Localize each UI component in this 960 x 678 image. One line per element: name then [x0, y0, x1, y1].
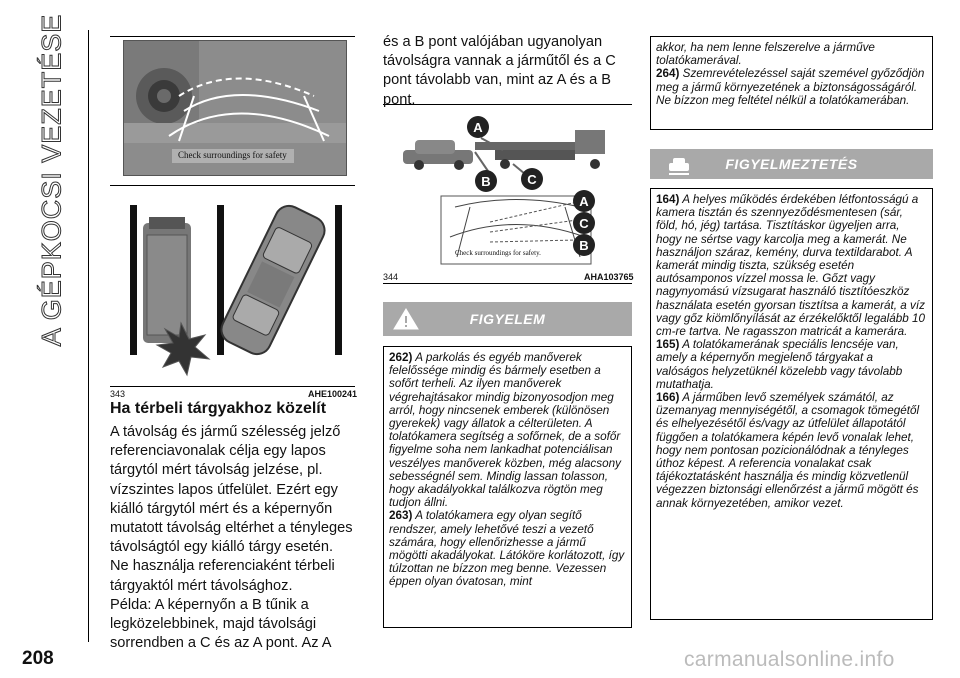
caution-banner — [650, 149, 933, 179]
warning-title: FIGYELEM — [469, 311, 546, 327]
caution-item-number: 166) — [656, 391, 680, 405]
warning-banner — [383, 302, 632, 336]
paragraph-3: Példa: A képernyőn a B tűnik a legközelebbinek, majd távolsági sorrendben a C és az A pont. Az A — [110, 596, 332, 652]
marker-c-top: C — [521, 168, 543, 190]
camera-view-image — [123, 40, 347, 176]
caution-item-text: A helyes működés érdekében létfontosságú a kamera tisztán és szennyeződésmentesen (sár, föld, hó, jég) tartása. Tisztításkor ügyeljen arra, hogy ne sértse vagy karcolja meg a kamerát. Ne használjon száraz, kemény, durva textildarabot. A kamerát mindig tiszta, szükség esetén autósamponos vízzel mossa le. Gőzt vagy nagynyomású vízsugarat használó tisztítóeszköz használata esetén gyorsan tisztítsa a kamerát, a víz vagy gőz kiömlőnyílását az érzékelőktől legalább 10 cm-re tartva. Ne ragasszon matricát a kamerára. — [656, 193, 925, 339]
caution-item-165 — [656, 338, 927, 391]
caution-item-text: A tolatókamerának speciális lencséje van, amely a képernyőn megjelenő tárgyakat a valóságos helyzetüknél közelebb vagy távolabb mutathatja. — [656, 338, 903, 391]
paragraph-1: A távolság és jármű szélesség jelző referenciavonalak célja egy lapos tárgytól mért távolság jelzése, pl. vízszintes lapos útfelület. Ezért egy kiálló tárgytól mért és a képernyőn mutatott távolság eltérhet a tényleges távolságtól egy kiálló tárgy esetén. — [110, 424, 353, 556]
column-top-rule — [110, 36, 355, 37]
camera-screen-text: Check surroundings for safety — [178, 150, 287, 160]
warning-item-264 — [656, 67, 927, 107]
marker-c-screen: C — [573, 212, 595, 234]
sidebar-title-text: A GÉPKOCSI VEZETÉSE — [36, 13, 67, 347]
caution-item-text: A járműben levő személyek számától, az üzemanyag mennyiségétől, a csomagok tömegétől és elhelyezésétől és/vagy az útfelület állapotától függően a tolatókamera képén levő vonalak lehet, hogy nem pontosan pozicionálódnak a tényleges úthoz képest. A referencia vonalakat csak tájékoztatásként használja és mindig közvetlenül végezzen biztonsági ellenőrzést a jármű mögött és annak környezetében, amikor vezet. — [656, 391, 920, 510]
caution-item-164 — [656, 193, 927, 338]
car-caution-icon — [666, 153, 692, 177]
figure-divider — [110, 185, 355, 186]
caution-title: FIGYELMEZTETÉS — [725, 156, 858, 172]
warning-item-text: A tolatókamera egy olyan segítő rendszer, amely lehetővé teszi a vezető számára, hogy ellenőrizhesse a jármű mögötti akadályokat. Látóköre korlátozott, így túlzottan ne bízzon meg benne. Vezessen éppen olyan óvatosan, mint — [389, 509, 625, 589]
paragraph-4: és a B pont valójában ugyanolyan távolságra vannak a járműtől és a C pont távolabb van, mint az A és a B pont. — [383, 34, 616, 108]
warning-item-number: 262) — [389, 351, 413, 364]
warning-triangle-icon — [393, 307, 419, 331]
section-sidebar-title — [22, 13, 82, 347]
warning-box — [383, 346, 632, 628]
warning-item-text: Szemrevételezéssel saját szemével győződjön meg a jármű környezetének a biztonságosságáról. Ne bízzon meg feltétel nélkül a tolatókamerában. — [656, 67, 925, 107]
warning-item-number: 264) — [656, 67, 680, 81]
warning-item-263 — [389, 509, 626, 588]
diagram-screen-text: Check surroundings for safety. — [455, 249, 541, 257]
sidebar-divider — [88, 30, 89, 642]
page-number: 208 — [22, 648, 54, 669]
section-body-left — [110, 423, 358, 653]
figure-344-code: AHA103765 — [584, 272, 634, 282]
warning-item-262 — [389, 351, 626, 509]
figure-343-number: 343 — [110, 389, 126, 399]
continued-text: akkor, ha nem lenne felszerelve a járműve tolatókamerával. — [656, 41, 875, 68]
distance-diagram — [395, 112, 620, 278]
watermark: carmanualsonline.info — [684, 648, 895, 671]
section-heading: Ha térbeli tárgyakhoz közelít — [110, 400, 327, 417]
marker-b-top: B — [475, 170, 497, 192]
marker-a-top: A — [467, 116, 489, 138]
figure-bottom-rule — [110, 386, 355, 387]
figure-343-code: AHE100241 — [308, 389, 358, 399]
section-body-middle — [383, 33, 633, 110]
parking-diagram — [123, 195, 345, 379]
continued-warning-box — [650, 36, 933, 130]
marker-b-screen: B — [573, 234, 595, 256]
warning-item-text: A parkolás és egyéb manőverek felelőssége mindig és bármely esetben a sofőrt terheli. Az ilyen manőverek végrehajtásakor mindig bizonyosodjon meg arról, hogy nincsenek emberek (különösen gyerekek) vagy állatok a célterületen. A tolatókamera segítség a sofőrnek, de a sofőr figyelme soha nem lankadhat potenciálisan veszélyes manőverek közben, még alacsony sebességnél sem. Mindig lassan tolasson, hogy akadályokkal találkozva rögtön meg tudjon állni. — [389, 351, 621, 510]
caution-item-166 — [656, 391, 927, 510]
figure-344-bottom-rule — [383, 283, 632, 284]
parking-diagram-drawing — [123, 195, 345, 379]
warning-item-number: 263) — [389, 509, 413, 523]
caution-box — [650, 188, 933, 620]
figure-344-number: 344 — [383, 272, 399, 282]
caution-item-number: 165) — [656, 338, 680, 352]
caution-item-number: 164) — [656, 193, 680, 206]
marker-a-screen: A — [573, 190, 595, 212]
paragraph-2: Ne használja referenciaként térbeli tárgyaktól mért távolsághoz. — [110, 558, 335, 594]
